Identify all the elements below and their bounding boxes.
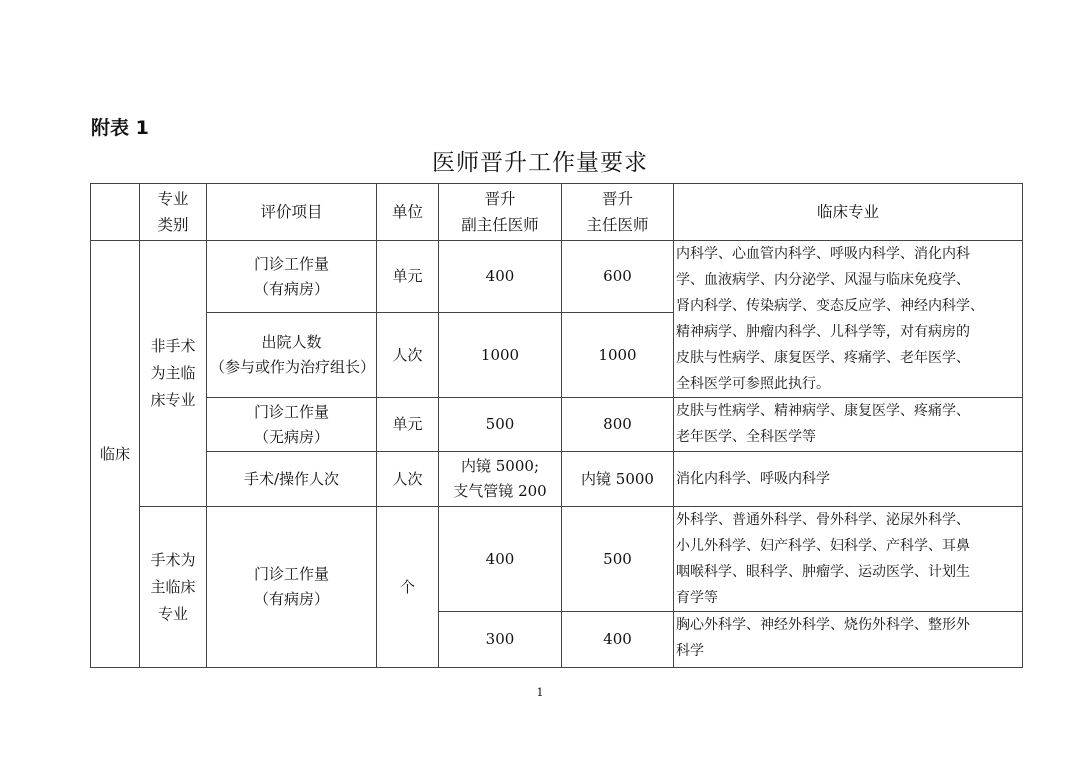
- associate-value: 内镜 5000; 支气管镜 200: [439, 452, 562, 507]
- header-unit: 单位: [377, 184, 439, 241]
- item-cell: 手术/操作人次: [207, 452, 377, 507]
- header-category: 专业 类别: [140, 184, 207, 241]
- associate-value: 400: [439, 507, 562, 612]
- table-row: [91, 241, 1023, 313]
- unit-cell: 单元: [377, 241, 439, 313]
- unit-cell: 个: [377, 507, 439, 668]
- header-associate: 晋升 副主任医师: [439, 184, 562, 241]
- table-row: [91, 507, 1023, 612]
- unit-cell: 单元: [377, 398, 439, 452]
- specialties-cell: 外科学、普通外科学、骨外科学、泌尿外科学、 小儿外科学、妇产科学、妇科学、产科学、耳鼻 咽喉科学、眼科学、肿瘤学、运动医学、计划生 育学等: [674, 507, 1023, 612]
- item-cell: 门诊工作量 （无病房）: [207, 398, 377, 452]
- header-chief: 晋升 主任医师: [562, 184, 674, 241]
- associate-value: 300: [439, 612, 562, 668]
- item-cell: 出院人数 （参与或作为治疗组长）: [207, 313, 377, 398]
- chief-value: 内镜 5000: [562, 452, 674, 507]
- header-specialties: 临床专业: [674, 184, 1023, 241]
- item-cell: 门诊工作量 （有病房）: [207, 507, 377, 668]
- unit-cell: 人次: [377, 313, 439, 398]
- table-row: [91, 398, 1023, 452]
- chief-value: 800: [562, 398, 674, 452]
- header-row: [91, 184, 1023, 241]
- chief-value: 1000: [562, 313, 674, 398]
- unit-cell: 人次: [377, 452, 439, 507]
- domain-cell: 临床: [91, 241, 140, 668]
- associate-value: 400: [439, 241, 562, 313]
- chief-value: 500: [562, 507, 674, 612]
- chief-value: 400: [562, 612, 674, 668]
- specialties-cell: 消化内科学、呼吸内科学: [674, 452, 1023, 507]
- group-surgical: 手术为 主临床 专业: [140, 507, 207, 668]
- specialties-cell: 胸心外科学、神经外科学、烧伤外科学、整形外 科学: [674, 612, 1023, 668]
- annex-label: 附表 1: [91, 117, 149, 139]
- page-number: 1: [536, 686, 544, 699]
- associate-value: 500: [439, 398, 562, 452]
- specialties-cell: 皮肤与性病学、精神病学、康复医学、疼痛学、 老年医学、全科医学等: [674, 398, 1023, 452]
- item-cell: 门诊工作量 （有病房）: [207, 241, 377, 313]
- document-title: 医师晋升工作量要求: [432, 150, 648, 176]
- associate-value: 1000: [439, 313, 562, 398]
- chief-value: 600: [562, 241, 674, 313]
- group-non-surgical: 非手术 为主临 床专业: [140, 241, 207, 507]
- workload-table: [90, 183, 1023, 668]
- specialties-cell: 内科学、心血管内科学、呼吸内科学、消化内科 学、血液病学、内分泌学、风湿与临床免疫学、 肾内科学、传染病学、变态反应学、神经内科学、 精神病学、肿瘤内科学、儿科学等，对有病房的 皮肤与性病学、康复医学、疼痛学、老年医学、 全科医学可参照此执行。: [674, 241, 1023, 398]
- table-row: [91, 452, 1023, 507]
- header-blank: [91, 184, 140, 241]
- header-item: 评价项目: [207, 184, 377, 241]
